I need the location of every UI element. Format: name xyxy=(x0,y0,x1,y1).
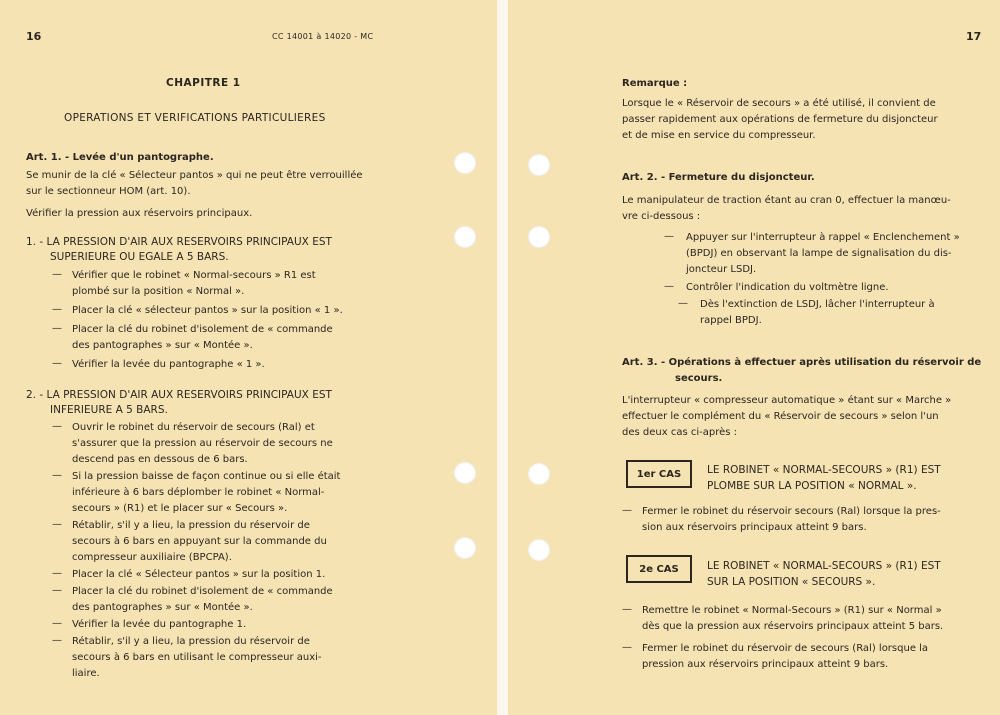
list-item-line: secours » (R1) et le placer sur « Secours ». xyxy=(72,503,288,514)
bullet-dash: — xyxy=(678,298,688,309)
list-item-line: Placer la clé « sélecteur pantos » sur la position « 1 ». xyxy=(72,305,343,316)
list-item-line: compresseur auxiliaire (BPCPA). xyxy=(72,552,232,563)
binder-hole xyxy=(454,537,476,559)
binder-hole xyxy=(454,462,476,484)
bullet-dash: — xyxy=(664,281,674,292)
list-item-line: plombé sur la position « Normal ». xyxy=(72,286,245,297)
case2-item-line: dès que la pression aux réservoirs principaux atteint 5 bars. xyxy=(642,621,944,632)
left-page xyxy=(0,0,497,715)
bullet-dash: — xyxy=(622,505,632,516)
case1-heading: PLOMBE SUR LA POSITION « NORMAL ». xyxy=(707,480,917,492)
art2-line: vre ci-dessous : xyxy=(622,211,701,222)
art1-paragraph: Vérifier la pression aux réservoirs principaux. xyxy=(26,208,253,219)
binder-hole xyxy=(528,539,550,561)
list-item-line: Rétablir, s'il y a lieu, la pression du réservoir de xyxy=(72,520,310,531)
art3-line: effectuer le complément du « Réservoir de secours » selon l'un xyxy=(622,411,939,422)
art2-line: Le manipulateur de traction étant au cran 0, effectuer la manœu- xyxy=(622,195,951,206)
case2-item-line: Remettre le robinet « Normal-Secours » (R1) sur « Normal » xyxy=(642,605,942,616)
case2-item-line: pression aux réservoirs principaux atteint 9 bars. xyxy=(642,659,889,670)
art3-line: des deux cas ci-après : xyxy=(622,427,737,438)
binder-hole xyxy=(454,152,476,174)
case2-label: 2e CAS xyxy=(626,555,692,583)
bullet-dash: — xyxy=(52,519,62,530)
bullet-dash: — xyxy=(52,470,62,481)
art2-item-line: Dès l'extinction de LSDJ, lâcher l'interrupteur à xyxy=(700,299,935,310)
list-item-line: Rétablir, s'il y a lieu, la pression du réservoir de xyxy=(72,636,310,647)
list-item-line: inférieure à 6 bars déplomber le robinet « Normal- xyxy=(72,487,325,498)
case1-label: 1er CAS xyxy=(626,460,692,488)
case2-item-line: Fermer le robinet du réservoir de secours (Ral) lorsque la xyxy=(642,643,929,654)
bullet-dash: — xyxy=(52,269,62,280)
art2-item-line: rappel BPDJ. xyxy=(700,315,762,326)
bullet-dash: — xyxy=(52,618,62,629)
running-head: CC 14001 à 14020 - MC xyxy=(272,32,374,41)
art3-title: Art. 3. - Opérations à effectuer après utilisation du réservoir de xyxy=(622,357,982,368)
art2-title: Art. 2. - Fermeture du disjoncteur. xyxy=(622,172,815,183)
case1-heading: LE ROBINET « NORMAL-SECOURS » (R1) EST xyxy=(707,464,941,476)
art2-item-line: Appuyer sur l'interrupteur à rappel « Enclenchement » xyxy=(686,232,960,243)
bullet-dash: — xyxy=(52,421,62,432)
binder-hole xyxy=(528,154,550,176)
bullet-dash: — xyxy=(52,323,62,334)
list-item-line: des pantographes » sur « Montée ». xyxy=(72,340,253,351)
remark-line: passer rapidement aux opérations de fermeture du disjoncteur xyxy=(622,114,938,125)
bullet-dash: — xyxy=(664,231,674,242)
list-item-line: Vérifier que le robinet « Normal-secours » R1 est xyxy=(72,270,316,281)
bullet-dash: — xyxy=(52,358,62,369)
binder-hole xyxy=(528,226,550,248)
remark-line: et de mise en service du compresseur. xyxy=(622,130,816,141)
bullet-dash: — xyxy=(52,585,62,596)
list-item-line: Placer la clé du robinet d'isolement de « commande xyxy=(72,586,333,597)
chapter-title: CHAPITRE 1 xyxy=(166,77,241,89)
case1-title: 1. - LA PRESSION D'AIR AUX RESERVOIRS PRINCIPAUX EST xyxy=(26,236,332,248)
art1-paragraph-line: Se munir de la clé « Sélecteur pantos » qui ne peut être verrouillée xyxy=(26,170,363,181)
binder-hole xyxy=(454,226,476,248)
case2-heading: LE ROBINET « NORMAL-SECOURS » (R1) EST xyxy=(707,560,941,572)
art2-item-line: (BPDJ) en observant la lampe de signalisation du dis- xyxy=(686,248,952,259)
page-gutter xyxy=(497,0,508,715)
case2-heading: SUR LA POSITION « SECOURS ». xyxy=(707,576,876,588)
bullet-dash: — xyxy=(52,568,62,579)
case2-title: INFERIEURE A 5 BARS. xyxy=(50,404,168,416)
list-item-line: Vérifier la levée du pantographe 1. xyxy=(72,619,247,630)
binder-hole xyxy=(528,463,550,485)
remark-title: Remarque : xyxy=(622,78,688,89)
page-number: 17 xyxy=(966,30,982,43)
bullet-dash: — xyxy=(622,604,632,615)
case2-title: 2. - LA PRESSION D'AIR AUX RESERVOIRS PRINCIPAUX EST xyxy=(26,389,332,401)
art2-item: Contrôler l'indication du voltmètre ligne. xyxy=(686,282,889,293)
bullet-dash: — xyxy=(52,635,62,646)
art3-line: L'interrupteur « compresseur automatique » étant sur « Marche » xyxy=(622,395,952,406)
case1-title: SUPERIEURE OU EGALE A 5 BARS. xyxy=(50,251,229,263)
list-item-line: secours à 6 bars en utilisant le compresseur auxi- xyxy=(72,652,322,663)
list-item-line: secours à 6 bars en appuyant sur la commande du xyxy=(72,536,327,547)
bullet-dash: — xyxy=(622,642,632,653)
list-item-line: Placer la clé « Sélecteur pantos » sur la position 1. xyxy=(72,569,326,580)
bullet-dash: — xyxy=(52,304,62,315)
page-number: 16 xyxy=(26,30,42,43)
case1-item-line: Fermer le robinet du réservoir secours (Ral) lorsque la pres- xyxy=(642,506,941,517)
list-item-line: des pantographes » sur « Montée ». xyxy=(72,602,253,613)
art1-title: Art. 1. - Levée d'un pantographe. xyxy=(26,152,214,163)
list-item-line: Placer la clé du robinet d'isolement de « commande xyxy=(72,324,333,335)
right-page xyxy=(508,0,1000,715)
list-item-line: Vérifier la levée du pantographe « 1 ». xyxy=(72,359,265,370)
art1-paragraph-line: sur le sectionneur HOM (art. 10). xyxy=(26,186,191,197)
art3-title: secours. xyxy=(675,373,723,384)
list-item-line: liaire. xyxy=(72,668,100,679)
section-title: OPERATIONS ET VERIFICATIONS PARTICULIERES xyxy=(64,112,326,124)
art2-item-line: joncteur LSDJ. xyxy=(686,264,757,275)
list-item-line: Si la pression baisse de façon continue ou si elle était xyxy=(72,471,341,482)
list-item-line: descend pas en dessous de 6 bars. xyxy=(72,454,248,465)
remark-line: Lorsque le « Réservoir de secours » a été utilisé, il convient de xyxy=(622,98,936,109)
list-item-line: s'assurer que la pression au réservoir de secours ne xyxy=(72,438,333,449)
case1-item-line: sion aux réservoirs principaux atteint 9 bars. xyxy=(642,522,867,533)
list-item-line: Ouvrir le robinet du réservoir de secours (Ral) et xyxy=(72,422,315,433)
